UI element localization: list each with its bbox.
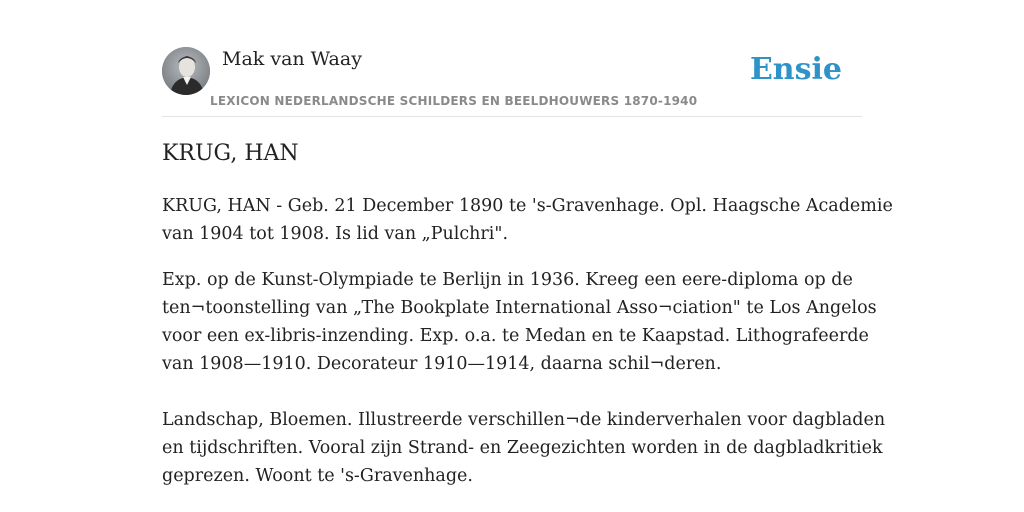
article-body [162,192,893,508]
author-name[interactable]: Mak van Waay [222,48,362,70]
author-avatar[interactable] [162,47,210,95]
paragraph-gap [162,378,862,406]
article-title: KRUG, HAN [162,141,299,166]
text-line: van 1904 tot 1908. Is lid van „Pulchri". [162,224,509,244]
text-line: voor een ex-libris-inzending. Exp. o.a. te Medan en te Kaapstad. Lithografeerde [162,326,869,346]
paragraph-1 [162,192,893,248]
text-line: geprezen. Woont te 's-Gravenhage. [162,466,473,486]
article-header [162,46,862,117]
brand-logo[interactable]: Ensie [749,52,842,87]
text-line: KRUG, HAN - Geb. 21 December 1890 te 's-Gravenhage. Opl. Haagsche Academie [162,196,893,216]
portrait-icon [162,47,210,95]
text-line: Landschap, Bloemen. Illustreerde verschillen¬de kinderverhalen voor dagbladen [162,410,886,430]
paragraph-2 [162,266,886,490]
text-line: en tijdschriften. Vooral zijn Strand- en Zeegezichten worden in de dagbladkritiek [162,438,883,458]
source-title[interactable]: LEXICON NEDERLANDSCHE SCHILDERS EN BEELDHOUWERS 1870-1940 [210,94,698,108]
text-line: van 1908—1910. Decorateur 1910—1914, daarna schil¬deren. [162,354,722,374]
text-line: ten¬toonstelling van „The Bookplate International Asso¬ciation" te Los Angelos [162,298,877,318]
text-line: Exp. op de Kunst-Olympiade te Berlijn in 1936. Kreeg een eere-diploma op de [162,270,853,290]
